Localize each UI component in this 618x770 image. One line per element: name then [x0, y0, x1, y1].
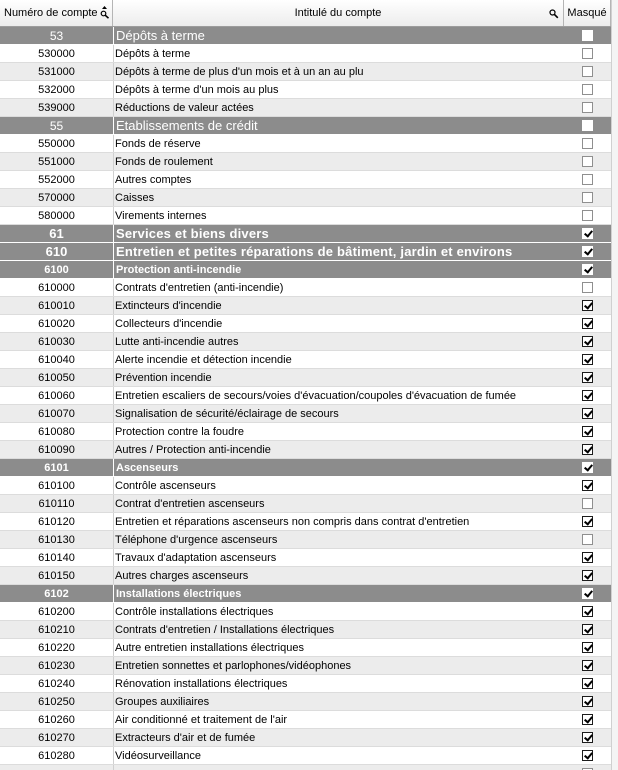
- table-row[interactable]: [0, 477, 611, 495]
- table-row[interactable]: [0, 63, 611, 81]
- table-row[interactable]: [0, 279, 611, 297]
- hidden-checkbox[interactable]: [582, 300, 593, 311]
- hidden-checkbox[interactable]: [582, 156, 593, 167]
- hidden-checkbox[interactable]: [582, 498, 593, 509]
- table-row[interactable]: [0, 639, 611, 657]
- account-number-cell: 610000: [38, 281, 75, 294]
- table-row[interactable]: [0, 369, 611, 387]
- hidden-cell: [564, 243, 611, 260]
- hidden-cell: [564, 567, 611, 584]
- account-number-cell: 610270: [38, 731, 75, 744]
- account-number-cell: 610150: [38, 569, 75, 582]
- account-number-cell: 610080: [38, 425, 75, 438]
- account-number-cell: 610130: [38, 533, 75, 546]
- account-label-cell: Protection contre la foudre: [113, 423, 564, 440]
- account-label-cell: Travaux d'adaptation ascenseurs: [113, 549, 564, 566]
- account-label-cell: Signalisation de sécurité/éclairage de secours: [113, 405, 564, 422]
- account-label-cell: Prévention incendie: [113, 369, 564, 386]
- account-number-cell: 530000: [38, 47, 75, 60]
- account-label-cell: Autre entretien installations électriques: [113, 639, 564, 656]
- account-label-cell: Contrats d'entretien (anti-incendie): [113, 279, 564, 296]
- hidden-cell: [564, 459, 611, 476]
- table-row[interactable]: [0, 207, 611, 225]
- hidden-cell: [564, 621, 611, 638]
- hidden-cell: [564, 135, 611, 152]
- table-row[interactable]: [0, 45, 611, 63]
- account-number-cell: 6101: [44, 461, 69, 474]
- hidden-cell: [564, 297, 611, 314]
- hidden-cell: [564, 585, 611, 602]
- table-row[interactable]: [0, 189, 611, 207]
- column-header-account-number[interactable]: [0, 0, 113, 26]
- account-number-cell: 610040: [38, 353, 75, 366]
- account-number-cell: 610200: [38, 605, 75, 618]
- hidden-checkbox[interactable]: [582, 570, 593, 581]
- search-filter-icon[interactable]: [548, 6, 559, 19]
- account-label-cell: Réductions de valeur actées: [113, 99, 564, 116]
- account-label-cell: Fonds de roulement: [113, 153, 564, 170]
- table-row[interactable]: [0, 621, 611, 639]
- table-row[interactable]: [0, 567, 611, 585]
- account-number-cell: 610050: [38, 371, 75, 384]
- table-row[interactable]: [0, 405, 611, 423]
- account-number-cell: 610070: [38, 407, 75, 420]
- table-row[interactable]: [0, 99, 611, 117]
- account-number-cell: 610060: [38, 389, 75, 402]
- table-row[interactable]: [0, 693, 611, 711]
- table-row[interactable]: [0, 711, 611, 729]
- hidden-checkbox[interactable]: [582, 750, 593, 761]
- hidden-cell: [564, 99, 611, 116]
- hidden-checkbox[interactable]: [582, 138, 593, 149]
- table-row[interactable]: [0, 513, 611, 531]
- hidden-cell: [564, 225, 611, 242]
- hidden-checkbox[interactable]: [582, 48, 593, 59]
- group-row[interactable]: [0, 117, 611, 135]
- hidden-cell: [564, 279, 611, 296]
- group-row[interactable]: [0, 585, 611, 603]
- account-label-cell: Autres charges ascenseurs: [113, 567, 564, 584]
- account-number-cell: 610260: [38, 713, 75, 726]
- hidden-cell: [564, 423, 611, 440]
- group-row[interactable]: [0, 27, 611, 45]
- account-number-cell: 532000: [38, 83, 75, 96]
- account-label-cell: Virements internes: [113, 207, 564, 224]
- hidden-checkbox[interactable]: [582, 336, 593, 347]
- hidden-cell: [564, 765, 611, 770]
- column-header-account-label-text: Intitulé du compte: [294, 7, 382, 19]
- account-label-cell: Fonds de réserve: [113, 135, 564, 152]
- account-label-cell: Entretien escaliers de secours/voies d'évacuation/coupoles d'évacuation de fumée: [113, 387, 564, 404]
- account-number-cell: 61: [49, 226, 64, 241]
- hidden-checkbox[interactable]: [582, 732, 593, 743]
- account-number-cell: 55: [49, 118, 64, 133]
- hidden-cell: [564, 603, 611, 620]
- hidden-cell: [564, 63, 611, 80]
- hidden-cell: [564, 711, 611, 728]
- hidden-checkbox[interactable]: [582, 480, 593, 491]
- hidden-cell: [564, 549, 611, 566]
- hidden-checkbox[interactable]: [582, 210, 593, 221]
- hidden-checkbox[interactable]: [582, 30, 593, 41]
- account-label-cell: Ascenseurs: [113, 459, 564, 476]
- hidden-cell: [564, 351, 611, 368]
- column-header-hidden-label: Masqué: [567, 7, 607, 19]
- table-row[interactable]: [0, 549, 611, 567]
- hidden-checkbox[interactable]: [582, 372, 593, 383]
- hidden-checkbox[interactable]: [582, 426, 593, 437]
- hidden-checkbox[interactable]: [582, 318, 593, 329]
- hidden-checkbox[interactable]: [582, 552, 593, 563]
- account-number-cell: 610140: [38, 551, 75, 564]
- account-number-cell: 610120: [38, 515, 75, 528]
- hidden-cell: [564, 315, 611, 332]
- account-label-cell: Contrat d'entretien ascenseurs: [113, 495, 564, 512]
- account-label-cell: Etablissements de crédit: [113, 117, 564, 134]
- account-number-cell: 610280: [38, 749, 75, 762]
- hidden-cell: [564, 117, 611, 134]
- hidden-checkbox[interactable]: [582, 642, 593, 653]
- table-row[interactable]: [0, 333, 611, 351]
- account-number-cell: 53: [49, 28, 64, 43]
- table-row[interactable]: [0, 135, 611, 153]
- account-number-cell: 610230: [38, 659, 75, 672]
- hidden-cell: [564, 171, 611, 188]
- hidden-checkbox[interactable]: [582, 192, 593, 203]
- account-label-cell: Entretien et réparations ascenseurs non compris dans contrat d'entretien: [113, 513, 564, 530]
- table-row[interactable]: [0, 171, 611, 189]
- account-label-cell: Services et biens divers: [113, 225, 564, 242]
- group-row[interactable]: [0, 459, 611, 477]
- hidden-checkbox[interactable]: [582, 228, 593, 239]
- hidden-checkbox[interactable]: [582, 246, 593, 257]
- account-label-cell: Dépôts à terme: [113, 45, 564, 62]
- table-row[interactable]: [0, 495, 611, 513]
- account-number-cell: 610090: [38, 443, 75, 456]
- account-label-cell: Contrôle installations électriques: [113, 603, 564, 620]
- hidden-checkbox[interactable]: [582, 84, 593, 95]
- hidden-checkbox[interactable]: [582, 714, 593, 725]
- account-label-cell: Groupes auxiliaires: [113, 693, 564, 710]
- hidden-cell: [564, 81, 611, 98]
- hidden-cell: [564, 657, 611, 674]
- account-number-cell: 610240: [38, 677, 75, 690]
- account-number-cell: 551000: [38, 155, 75, 168]
- account-number-cell: 550000: [38, 137, 75, 150]
- hidden-checkbox[interactable]: [582, 282, 593, 293]
- account-label-cell: Vidéosurveillance: [113, 747, 564, 764]
- table-row[interactable]: [0, 675, 611, 693]
- hidden-cell: [564, 513, 611, 530]
- column-header-hidden[interactable]: [564, 0, 611, 26]
- hidden-checkbox[interactable]: [582, 696, 593, 707]
- account-label-cell: Alerte incendie et détection incendie: [113, 351, 564, 368]
- group-row[interactable]: [0, 261, 611, 279]
- hidden-checkbox[interactable]: [582, 120, 593, 131]
- account-label-cell: Entretien et petites réparations de bâtiment, jardin et environs: [113, 243, 564, 260]
- hidden-cell: [564, 531, 611, 548]
- account-label-cell: Autres comptes: [113, 171, 564, 188]
- hidden-checkbox[interactable]: [582, 606, 593, 617]
- hidden-cell: [564, 369, 611, 386]
- hidden-checkbox[interactable]: [582, 354, 593, 365]
- hidden-cell: [564, 45, 611, 62]
- account-label-cell: Contrats d'entretien / Installations électriques: [113, 621, 564, 638]
- hidden-checkbox[interactable]: [582, 102, 593, 113]
- column-header-account-number-label: Numéro de compte: [4, 7, 98, 19]
- account-label-cell: Entretien sonnettes et parlophones/vidéophones: [113, 657, 564, 674]
- account-label-cell: Contrôle ascenseurs: [113, 477, 564, 494]
- account-number-cell: 552000: [38, 173, 75, 186]
- hidden-cell: [564, 729, 611, 746]
- account-number-cell: 6100: [44, 263, 69, 276]
- vertical-scrollbar[interactable]: [611, 0, 618, 770]
- hidden-checkbox[interactable]: [582, 678, 593, 689]
- table-row[interactable]: [0, 387, 611, 405]
- account-number-cell: 610100: [38, 479, 75, 492]
- hidden-checkbox[interactable]: [582, 516, 593, 527]
- search-filter-icon[interactable]: [99, 6, 110, 19]
- hidden-checkbox[interactable]: [582, 444, 593, 455]
- hidden-cell: [564, 405, 611, 422]
- account-label-cell: Lutte anti-incendie autres: [113, 333, 564, 350]
- hidden-cell: [564, 693, 611, 710]
- account-number-cell: 610: [45, 244, 68, 259]
- account-label-cell: Extracteurs d'air et de fumée: [113, 729, 564, 746]
- account-label-cell: Téléphone d'urgence ascenseurs: [113, 531, 564, 548]
- hidden-cell: [564, 153, 611, 170]
- hidden-cell: [564, 189, 611, 206]
- hidden-cell: [564, 441, 611, 458]
- table-row[interactable]: [0, 747, 611, 765]
- account-label-cell: Dépôts à terme d'un mois au plus: [113, 81, 564, 98]
- account-number-cell: 531000: [38, 65, 75, 78]
- account-number-cell: 539000: [38, 101, 75, 114]
- hidden-cell: [564, 477, 611, 494]
- table-row[interactable]: [0, 153, 611, 171]
- hidden-cell: [564, 207, 611, 224]
- table-row[interactable]: [0, 729, 611, 747]
- account-label-cell: [113, 765, 564, 770]
- account-number-cell: 610030: [38, 335, 75, 348]
- account-number-cell: 610210: [38, 623, 75, 636]
- group-row[interactable]: [0, 243, 611, 261]
- hidden-cell: [564, 639, 611, 656]
- hidden-checkbox[interactable]: [582, 462, 593, 473]
- account-number-cell: 610220: [38, 641, 75, 654]
- hidden-checkbox[interactable]: [582, 390, 593, 401]
- hidden-checkbox[interactable]: [582, 66, 593, 77]
- column-header-account-label[interactable]: [113, 0, 564, 26]
- table-row[interactable]: [0, 81, 611, 99]
- grid-header: [0, 0, 618, 27]
- account-number-cell: 6102: [44, 587, 69, 600]
- account-label-cell: Caisses: [113, 189, 564, 206]
- account-number-cell: 610010: [38, 299, 75, 312]
- account-number-cell: 580000: [38, 209, 75, 222]
- hidden-cell: [564, 387, 611, 404]
- hidden-cell: [564, 675, 611, 692]
- account-label-cell: Installations électriques: [113, 585, 564, 602]
- hidden-checkbox[interactable]: [582, 264, 593, 275]
- account-number-cell: 610020: [38, 317, 75, 330]
- hidden-checkbox[interactable]: [582, 624, 593, 635]
- hidden-cell: [564, 747, 611, 764]
- table-row[interactable]: [0, 441, 611, 459]
- group-row[interactable]: [0, 225, 611, 243]
- account-label-cell: Protection anti-incendie: [113, 261, 564, 278]
- table-row[interactable]: [0, 765, 611, 770]
- hidden-cell: [564, 27, 611, 44]
- account-label-cell: Rénovation installations électriques: [113, 675, 564, 692]
- table-row[interactable]: [0, 351, 611, 369]
- account-number-cell: 610250: [38, 695, 75, 708]
- account-label-cell: Extincteurs d'incendie: [113, 297, 564, 314]
- account-label-cell: Autres / Protection anti-incendie: [113, 441, 564, 458]
- account-number-cell: 570000: [38, 191, 75, 204]
- account-number-cell: 610110: [38, 497, 75, 510]
- hidden-checkbox[interactable]: [582, 174, 593, 185]
- table-row[interactable]: [0, 603, 611, 621]
- account-label-cell: Air conditionné et traitement de l'air: [113, 711, 564, 728]
- hidden-checkbox[interactable]: [582, 660, 593, 671]
- table-row[interactable]: [0, 297, 611, 315]
- account-number-cell: [0, 765, 113, 770]
- table-row[interactable]: [0, 423, 611, 441]
- hidden-cell: [564, 495, 611, 512]
- table-row[interactable]: [0, 315, 611, 333]
- account-label-cell: Dépôts à terme de plus d'un mois et à un an au plu: [113, 63, 564, 80]
- table-row[interactable]: [0, 531, 611, 549]
- account-label-cell: Dépôts à terme: [113, 27, 564, 44]
- hidden-checkbox[interactable]: [582, 588, 593, 599]
- hidden-cell: [564, 333, 611, 350]
- hidden-checkbox[interactable]: [582, 408, 593, 419]
- hidden-cell: [564, 261, 611, 278]
- table-row[interactable]: [0, 657, 611, 675]
- hidden-checkbox[interactable]: [582, 534, 593, 545]
- account-label-cell: Collecteurs d'incendie: [113, 315, 564, 332]
